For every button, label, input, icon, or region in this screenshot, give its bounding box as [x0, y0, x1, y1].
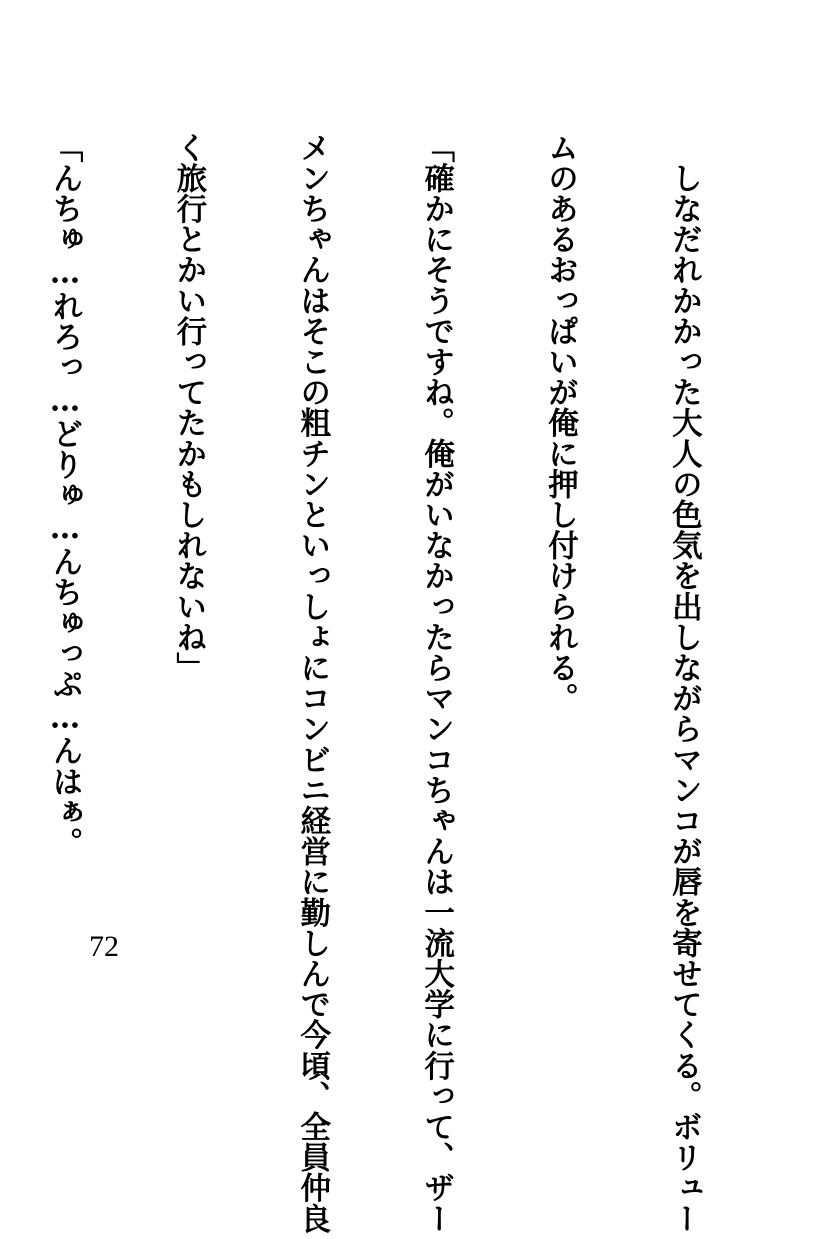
- text-line: ムのあるおっぱいが俺に押し付けられる。: [542, 132, 579, 714]
- text-line: メンちゃんはそこの粗チンといっしょにコンビニ経営に勤しんで今頃、全員仲良: [294, 132, 331, 1234]
- text-line: 「んちゅ…れろっ…どりゅ…んちゅっぷ…んはぁ。: [46, 132, 83, 858]
- text-line: く旅行とかい行ってたかもしれないね」: [170, 132, 207, 683]
- text-line: 「確かにそうですね。俺がいなかったらマンコちゃんは一流大学に行って、ザー: [418, 132, 455, 1234]
- text-line: しなだれかかった大人の色気を出しながらマンコが唇を寄せてくる。ボリュー: [666, 132, 703, 1234]
- page-number: 72: [89, 930, 119, 963]
